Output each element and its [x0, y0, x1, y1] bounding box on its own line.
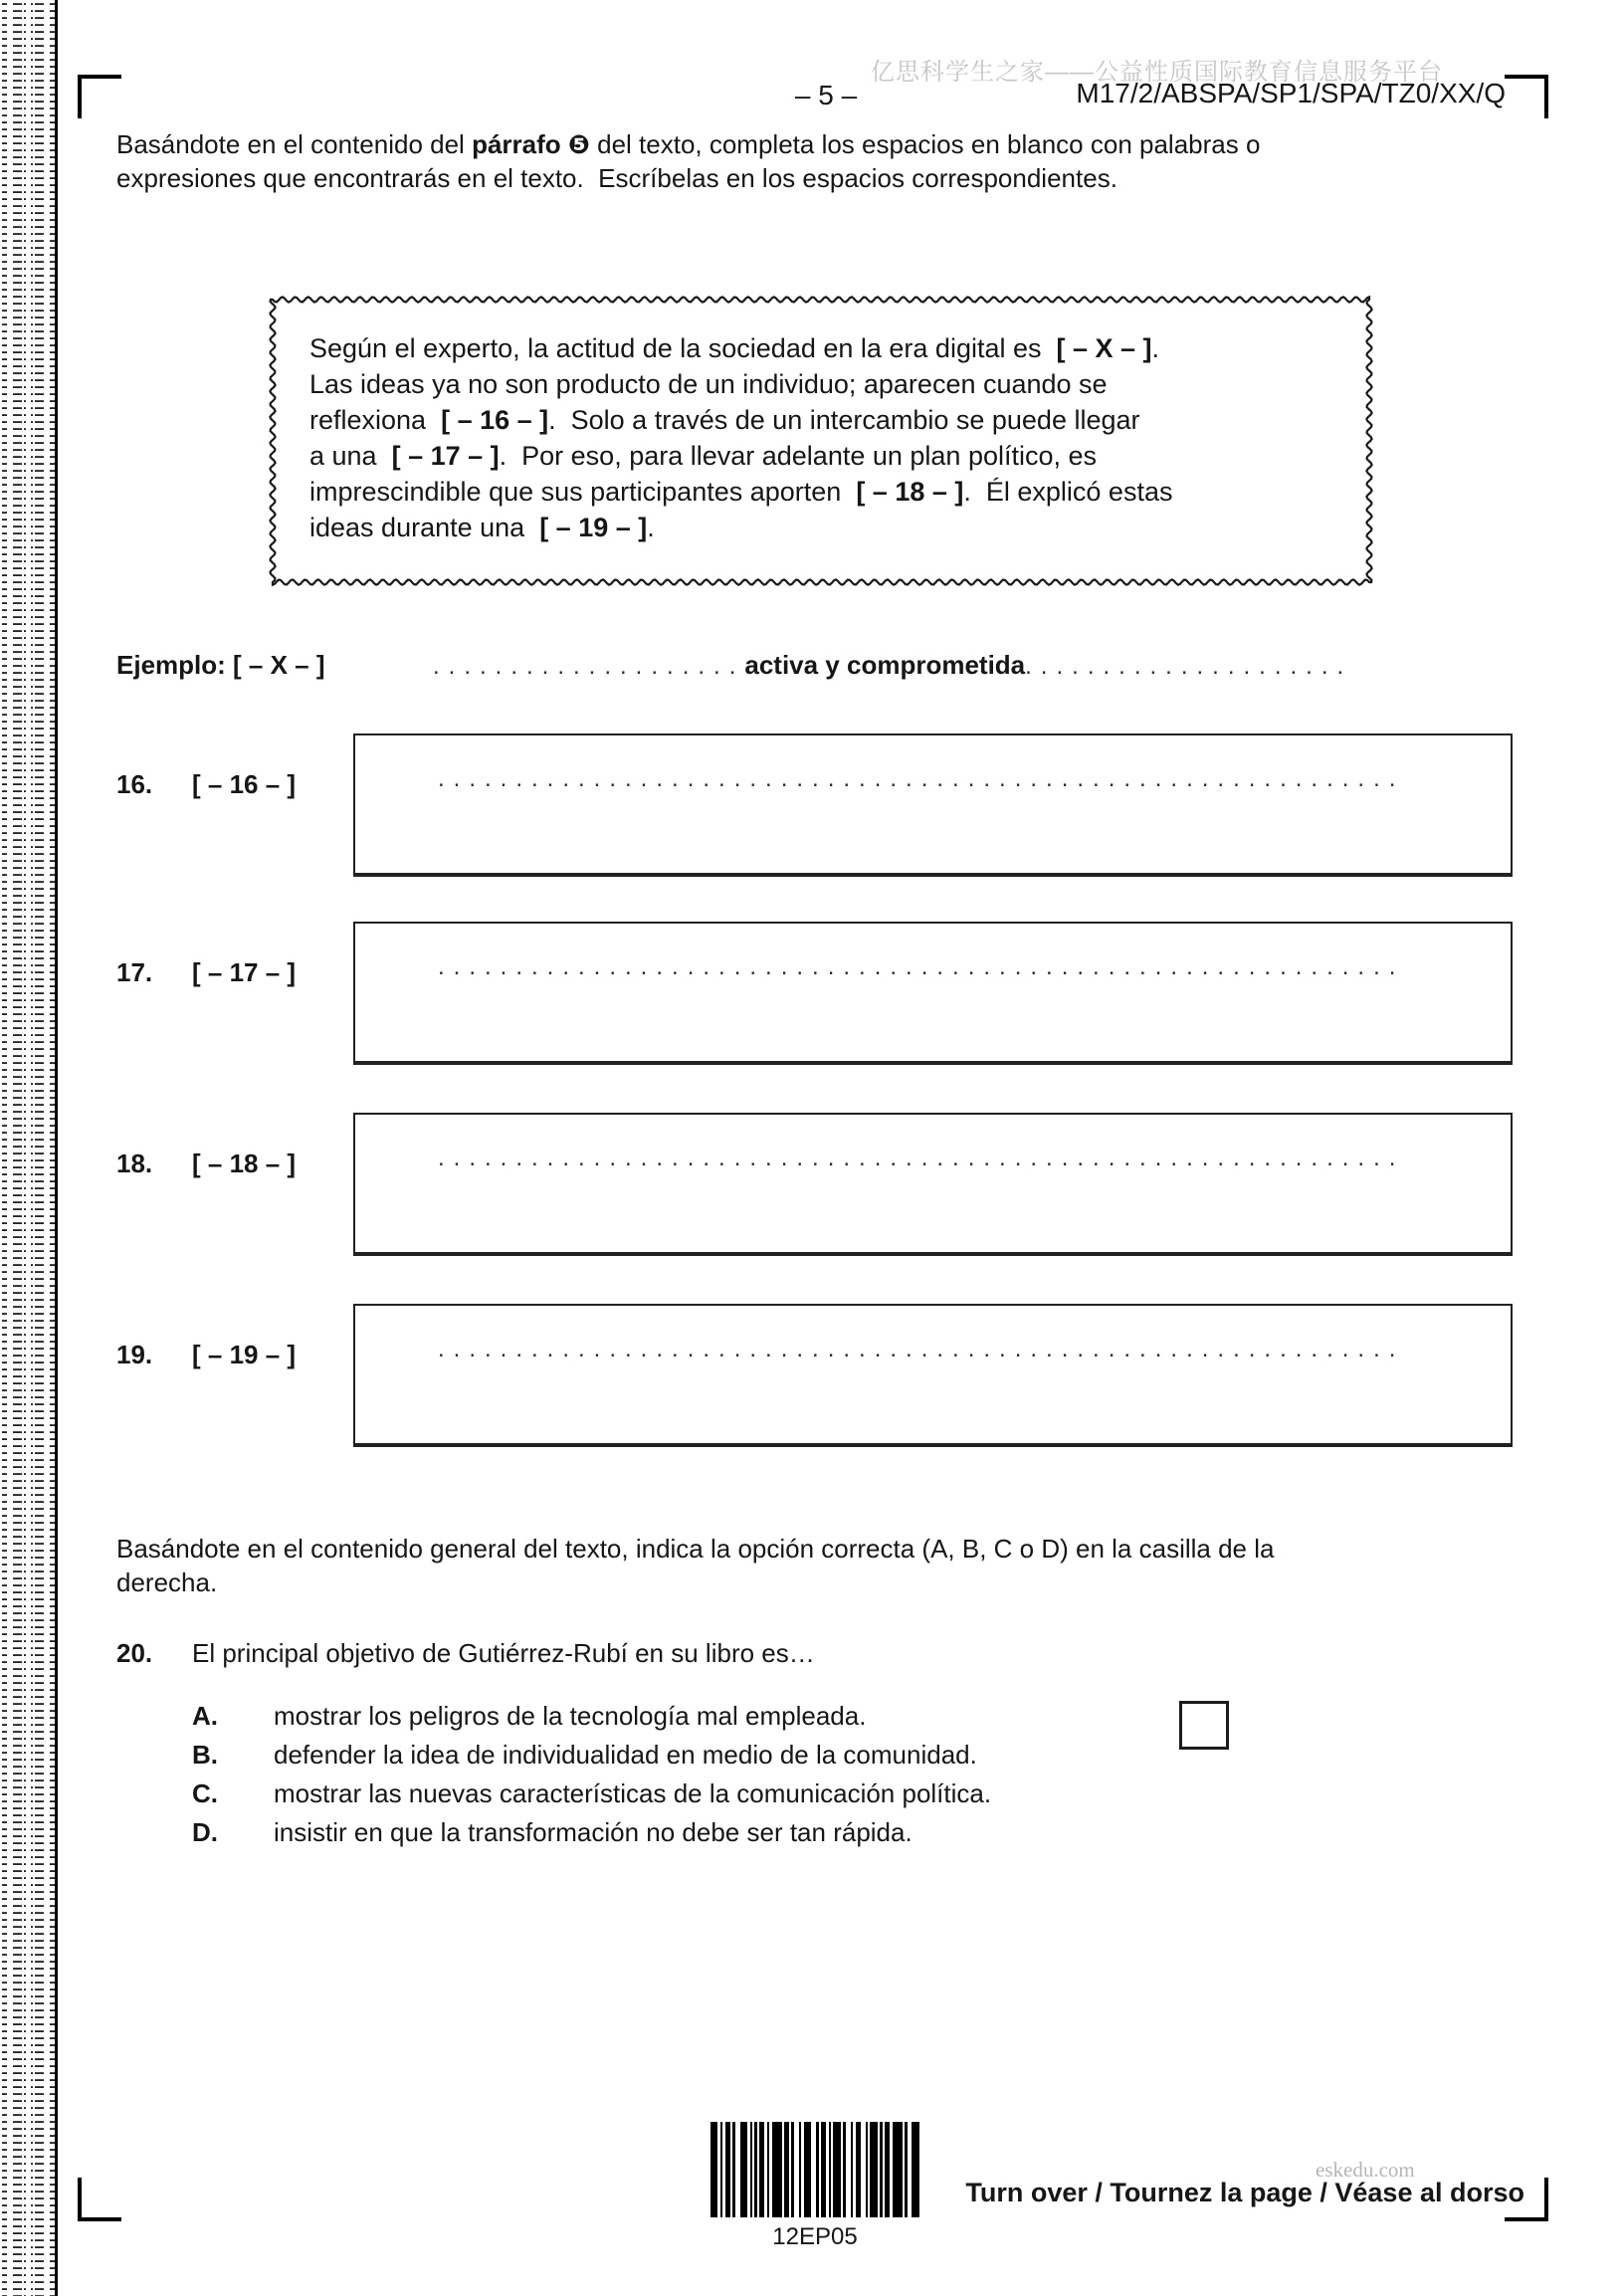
- dotted-leader: ....................: [433, 653, 745, 680]
- question-19-number: 19.: [116, 1340, 153, 1369]
- question-18-row: [116, 1113, 1520, 1254]
- answer-choice-box-20[interactable]: [1179, 1701, 1229, 1750]
- answer-box-16[interactable]: [353, 733, 1513, 877]
- instruction-multiple-choice: Basándote en el contenido general del texto, indica la opción correcta (A, B, C o D) en la casilla de la derecha.: [116, 1534, 1275, 1597]
- example-label: Ejemplo: [ – X – ]: [116, 650, 325, 680]
- dotted-answer-line[interactable]: ..............................................................: [438, 953, 1405, 980]
- scan-binding-texture: [0, 0, 58, 2296]
- turn-over-text: Turn over / Tournez la page / Véase al dorso: [965, 2178, 1524, 2207]
- crop-mark-top-left: [78, 75, 121, 118]
- answer-box-18[interactable]: [353, 1113, 1513, 1256]
- dotted-answer-line[interactable]: ..............................................................: [438, 1145, 1405, 1171]
- watermark-chinese: 亿思科学生之家——公益性质国际教育信息服务平台: [871, 59, 1443, 86]
- page-number: – 5 –: [794, 80, 858, 110]
- question-19-tag: [ – 19 – ]: [192, 1340, 297, 1369]
- option-c-text: mostrar las nuevas características de la comunicación política.: [274, 1778, 992, 1808]
- watermark-site: eskedu.com: [1316, 2158, 1415, 2182]
- option-c: [116, 1778, 1211, 1814]
- question-16-number: 16.: [116, 769, 153, 799]
- option-a: [116, 1701, 1211, 1737]
- dotted-answer-line[interactable]: ..............................................................: [438, 1336, 1405, 1362]
- exam-paper-code: M17/2/ABSPA/SP1/SPA/TZ0/XX/Q: [1076, 78, 1506, 108]
- instruction-fill-blanks: Basándote en el contenido del párrafo ❺ del texto, completa los espacios en blanco con palabras o expresiones que encontrarás en el texto. Escríbelas en los espacios correspondientes.: [116, 129, 1261, 193]
- option-d: [116, 1817, 1211, 1853]
- question-18-tag: [ – 18 – ]: [192, 1148, 297, 1178]
- summary-box-text: Según el experto, la actitud de la sociedad en la era digital es [ – X – ]. Las ideas ya no son producto de un individuo; aparecen cuando se reflexiona [ – 16 – ]. Solo a través de un intercambio se puede llegar a una [ – 17 – ]. Por eso, para llevar adelante un plan político, es imprescindible que sus participantes aporten [ – 18 – ]. Él explicó estas ideas durante una [ – 19 – ].: [309, 333, 1173, 542]
- dotted-answer-line[interactable]: ..............................................................: [438, 765, 1405, 792]
- option-d-text: insistir en que la transformación no debe ser tan rápida.: [274, 1817, 913, 1847]
- question-16-row: [116, 733, 1520, 875]
- option-a-letter: A.: [192, 1701, 218, 1731]
- question-18-number: 18.: [116, 1148, 153, 1178]
- summary-box: [268, 295, 1374, 587]
- crop-mark-bottom-left: [78, 2178, 121, 2221]
- option-a-text: mostrar los peligros de la tecnología mal empleada.: [274, 1701, 867, 1731]
- option-c-letter: C.: [192, 1778, 218, 1808]
- answer-box-19[interactable]: [353, 1304, 1513, 1447]
- crop-mark-top-right: [1505, 75, 1548, 118]
- option-b-letter: B.: [192, 1740, 218, 1770]
- barcode: [710, 2122, 919, 2217]
- example-row: [116, 650, 1510, 690]
- option-d-letter: D.: [192, 1817, 218, 1847]
- option-b: [116, 1740, 1211, 1775]
- question-17-tag: [ – 17 – ]: [192, 957, 297, 987]
- question-17-row: [116, 922, 1520, 1063]
- option-b-text: defender la idea de individualidad en medio de la comunidad.: [274, 1740, 977, 1770]
- answer-box-17[interactable]: [353, 922, 1513, 1065]
- question-20-number: 20.: [116, 1638, 153, 1668]
- barcode-label: 12EP05: [772, 2223, 858, 2250]
- example-answer-line: [433, 650, 1458, 681]
- question-17-number: 17.: [116, 957, 153, 987]
- dotted-leader: .....................: [1025, 653, 1353, 680]
- question-19-row: [116, 1304, 1520, 1445]
- example-answer-text: activa y comprometida: [744, 650, 1026, 680]
- question-16-tag: [ – 16 – ]: [192, 769, 297, 799]
- question-20-stem: El principal objetivo de Gutiérrez-Rubí en su libro es…: [192, 1638, 815, 1668]
